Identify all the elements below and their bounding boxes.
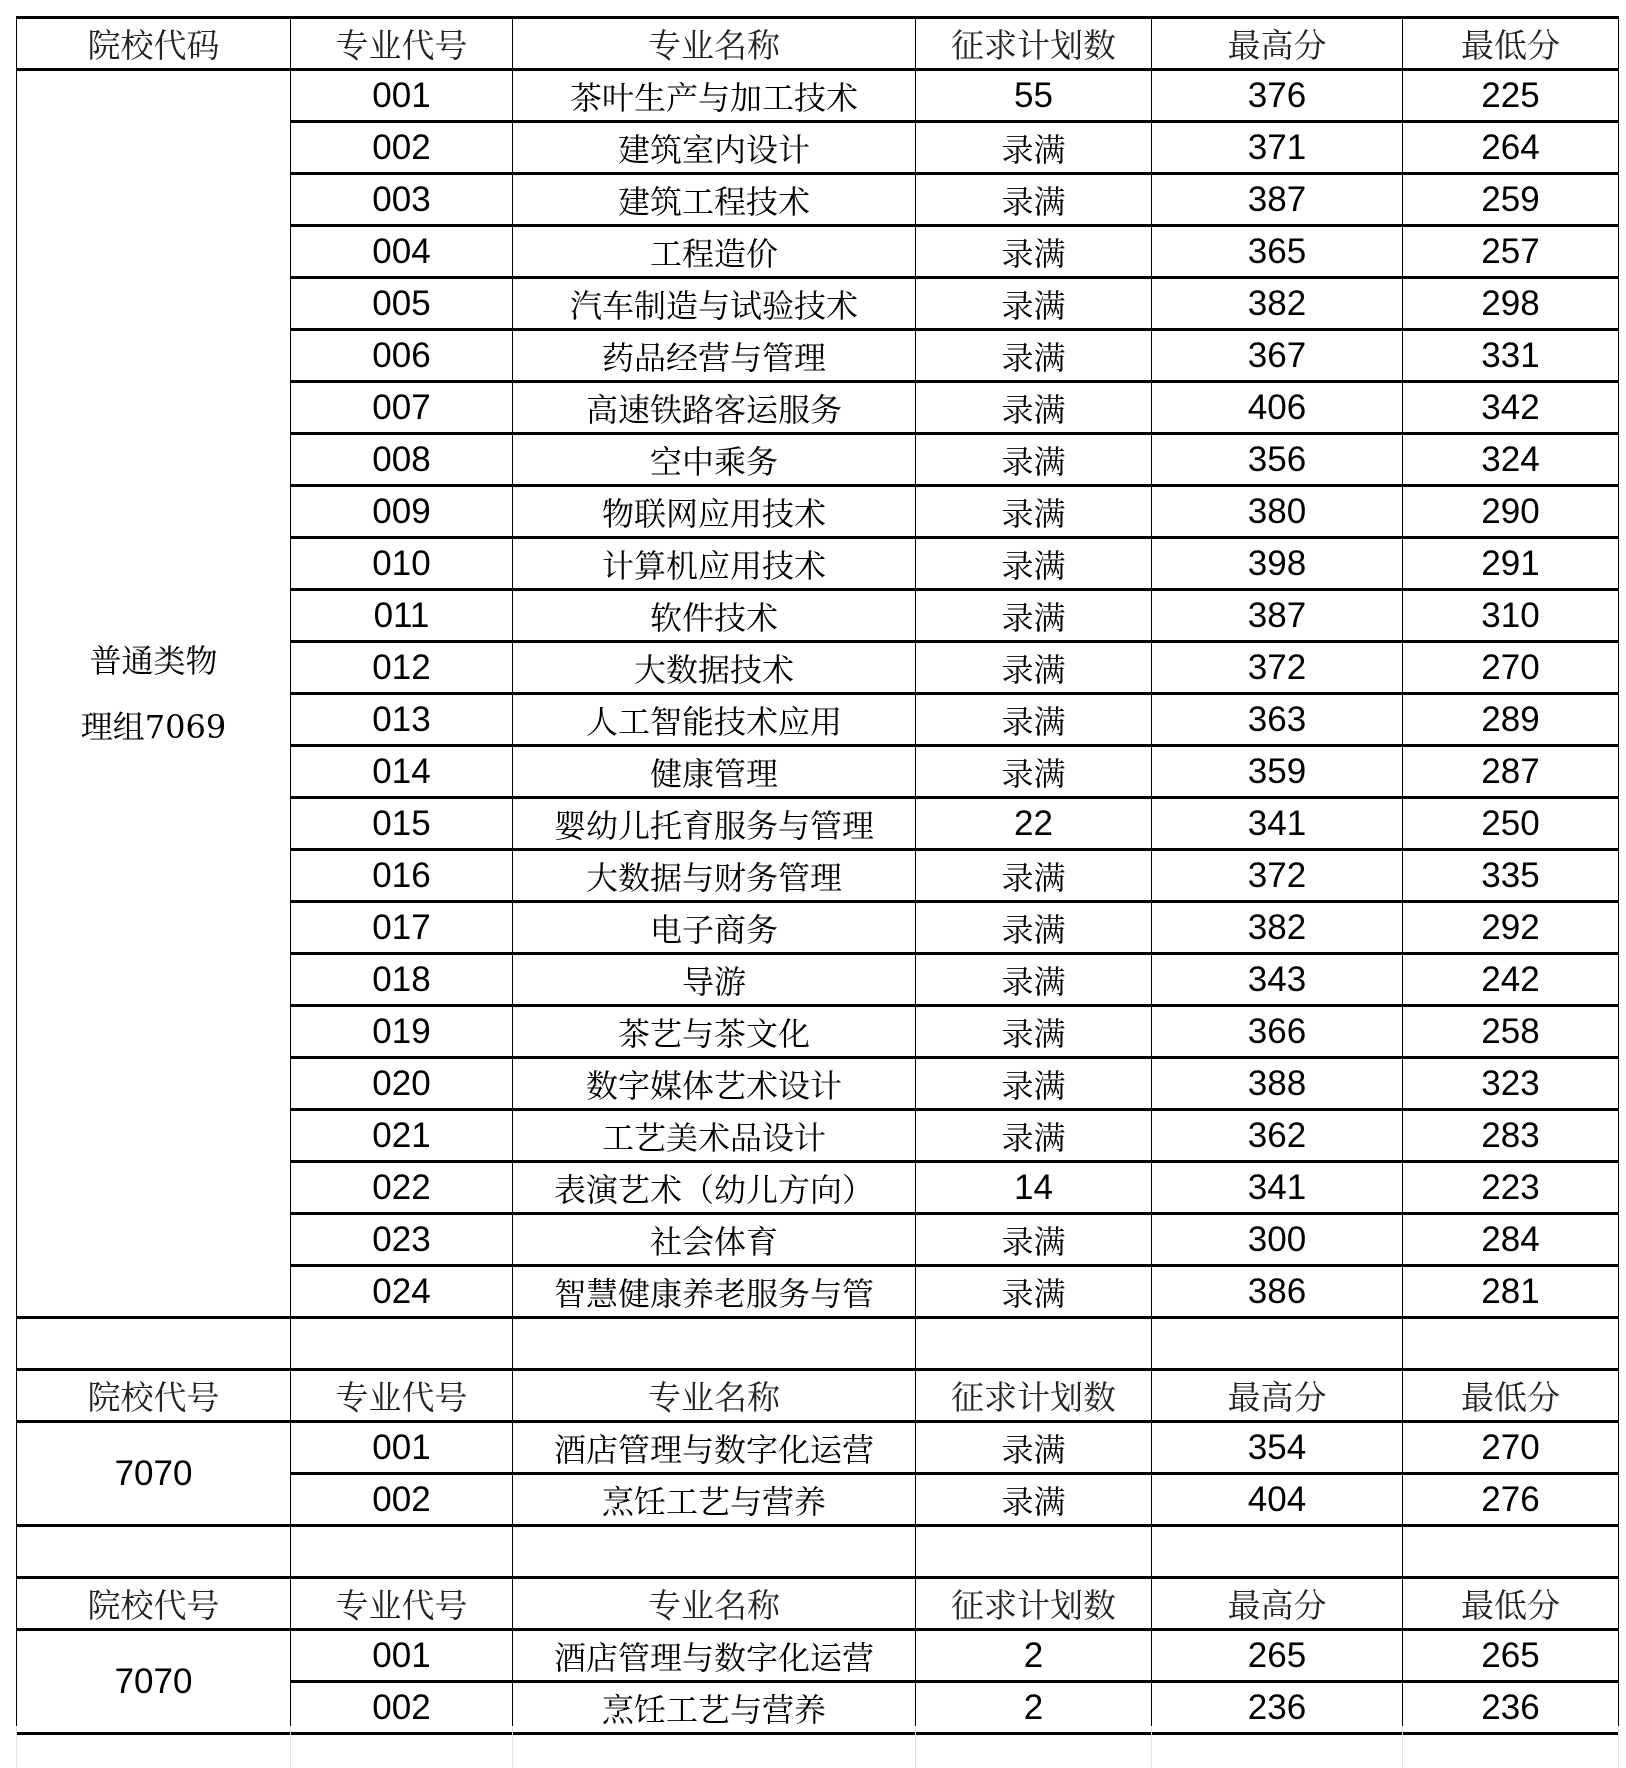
major-name: 婴幼儿托育服务与管理 (513, 798, 916, 850)
major-name: 人工智能技术应用 (513, 694, 916, 746)
major-code: 012 (291, 642, 513, 694)
min-score: 270 (1403, 642, 1619, 694)
plan-count: 录满 (916, 590, 1152, 642)
group-label-line: 普通类物 (89, 641, 218, 680)
plan-count: 2 (916, 1682, 1152, 1734)
column-header: 院校代号 (17, 1370, 291, 1422)
table-row (17, 1422, 1619, 1474)
max-score: 354 (1152, 1422, 1403, 1474)
major-name: 烹饪工艺与营养 (513, 1474, 916, 1526)
header-row (17, 1578, 1619, 1630)
major-code: 003 (291, 174, 513, 226)
max-score: 382 (1152, 278, 1403, 330)
plan-count: 录满 (916, 486, 1152, 538)
major-code: 002 (291, 1474, 513, 1526)
major-name: 健康管理 (513, 746, 916, 798)
major-name: 酒店管理与数字化运营 (513, 1630, 916, 1682)
min-score: 265 (1403, 1630, 1619, 1682)
empty-cell (513, 1526, 916, 1578)
major-name: 药品经营与管理 (513, 330, 916, 382)
plan-count: 录满 (916, 1266, 1152, 1318)
major-name: 建筑工程技术 (513, 174, 916, 226)
min-score: 257 (1403, 226, 1619, 278)
major-code: 021 (291, 1110, 513, 1162)
max-score: 372 (1152, 850, 1403, 902)
major-code: 006 (291, 330, 513, 382)
major-code: 001 (291, 1422, 513, 1474)
plan-count: 录满 (916, 1474, 1152, 1526)
plan-count: 录满 (916, 278, 1152, 330)
min-score: 287 (1403, 746, 1619, 798)
column-header: 专业代号 (291, 1578, 513, 1630)
major-code: 016 (291, 850, 513, 902)
major-name: 大数据与财务管理 (513, 850, 916, 902)
plan-count: 录满 (916, 382, 1152, 434)
gridline (16, 1726, 17, 1768)
min-score: 342 (1403, 382, 1619, 434)
major-code: 010 (291, 538, 513, 590)
plan-count: 录满 (916, 1110, 1152, 1162)
min-score: 323 (1403, 1058, 1619, 1110)
major-name: 软件技术 (513, 590, 916, 642)
major-name: 物联网应用技术 (513, 486, 916, 538)
major-name: 工程造价 (513, 226, 916, 278)
plan-count: 录满 (916, 954, 1152, 1006)
min-score: 331 (1403, 330, 1619, 382)
header-row (17, 1370, 1619, 1422)
major-code: 014 (291, 746, 513, 798)
major-name: 茶艺与茶文化 (513, 1006, 916, 1058)
major-name: 社会体育 (513, 1214, 916, 1266)
gridline (512, 1726, 513, 1768)
min-score: 310 (1403, 590, 1619, 642)
school-code: 7070 (17, 1630, 291, 1734)
major-code: 015 (291, 798, 513, 850)
major-code: 018 (291, 954, 513, 1006)
major-code: 002 (291, 122, 513, 174)
admission-scores-table (16, 16, 1619, 1735)
min-score: 298 (1403, 278, 1619, 330)
plan-count: 2 (916, 1630, 1152, 1682)
max-score: 372 (1152, 642, 1403, 694)
max-score: 386 (1152, 1266, 1403, 1318)
empty-cell (513, 1318, 916, 1370)
min-score: 236 (1403, 1682, 1619, 1734)
major-code: 008 (291, 434, 513, 486)
plan-count: 14 (916, 1162, 1152, 1214)
empty-row (17, 1526, 1619, 1578)
min-score: 292 (1403, 902, 1619, 954)
school-code: 7070 (17, 1422, 291, 1526)
plan-count: 22 (916, 798, 1152, 850)
empty-row (17, 1318, 1619, 1370)
column-header: 专业名称 (513, 18, 916, 70)
column-header: 专业名称 (513, 1370, 916, 1422)
table-row (17, 1630, 1619, 1682)
major-name: 烹饪工艺与营养 (513, 1682, 916, 1734)
max-score: 363 (1152, 694, 1403, 746)
major-name: 导游 (513, 954, 916, 1006)
min-score: 281 (1403, 1266, 1619, 1318)
major-name: 茶叶生产与加工技术 (513, 70, 916, 122)
empty-cell (916, 1318, 1152, 1370)
group-label-line: 理组7069 (80, 707, 227, 746)
max-score: 388 (1152, 1058, 1403, 1110)
min-score: 324 (1403, 434, 1619, 486)
min-score: 225 (1403, 70, 1619, 122)
column-header: 最低分 (1403, 1578, 1619, 1630)
column-header: 院校代码 (17, 18, 291, 70)
max-score: 398 (1152, 538, 1403, 590)
gridline (1618, 1726, 1619, 1768)
min-score: 250 (1403, 798, 1619, 850)
max-score: 376 (1152, 70, 1403, 122)
gridline (1151, 1726, 1152, 1768)
max-score: 406 (1152, 382, 1403, 434)
min-score: 242 (1403, 954, 1619, 1006)
max-score: 366 (1152, 1006, 1403, 1058)
min-score: 264 (1403, 122, 1619, 174)
major-code: 023 (291, 1214, 513, 1266)
empty-cell (291, 1318, 513, 1370)
empty-cell (1403, 1318, 1619, 1370)
major-name: 表演艺术（幼儿方向） (513, 1162, 916, 1214)
table-row (17, 70, 1619, 122)
plan-count: 录满 (916, 330, 1152, 382)
plan-count: 55 (916, 70, 1152, 122)
column-header: 最低分 (1403, 1370, 1619, 1422)
column-header: 专业代号 (291, 18, 513, 70)
major-code: 009 (291, 486, 513, 538)
plan-count: 录满 (916, 122, 1152, 174)
group-label (17, 70, 291, 1318)
major-name: 高速铁路客运服务 (513, 382, 916, 434)
major-code: 002 (291, 1682, 513, 1734)
max-score: 362 (1152, 1110, 1403, 1162)
plan-count: 录满 (916, 642, 1152, 694)
column-header: 最高分 (1152, 1578, 1403, 1630)
min-score: 290 (1403, 486, 1619, 538)
min-score: 335 (1403, 850, 1619, 902)
plan-count: 录满 (916, 1214, 1152, 1266)
max-score: 359 (1152, 746, 1403, 798)
major-code: 013 (291, 694, 513, 746)
column-header: 专业名称 (513, 1578, 916, 1630)
empty-cell (1152, 1526, 1403, 1578)
major-name: 工艺美术品设计 (513, 1110, 916, 1162)
major-code: 001 (291, 1630, 513, 1682)
max-score: 341 (1152, 1162, 1403, 1214)
max-score: 380 (1152, 486, 1403, 538)
min-score: 289 (1403, 694, 1619, 746)
plan-count: 录满 (916, 1006, 1152, 1058)
major-code: 019 (291, 1006, 513, 1058)
max-score: 300 (1152, 1214, 1403, 1266)
major-name: 空中乘务 (513, 434, 916, 486)
empty-cell (1403, 1526, 1619, 1578)
max-score: 365 (1152, 226, 1403, 278)
plan-count: 录满 (916, 902, 1152, 954)
max-score: 356 (1152, 434, 1403, 486)
max-score: 371 (1152, 122, 1403, 174)
major-code: 022 (291, 1162, 513, 1214)
major-code: 007 (291, 382, 513, 434)
column-header: 最低分 (1403, 18, 1619, 70)
column-header: 征求计划数 (916, 1370, 1152, 1422)
max-score: 367 (1152, 330, 1403, 382)
major-code: 004 (291, 226, 513, 278)
max-score: 382 (1152, 902, 1403, 954)
gridline (290, 1726, 291, 1768)
major-name: 数字媒体艺术设计 (513, 1058, 916, 1110)
min-score: 276 (1403, 1474, 1619, 1526)
min-score: 270 (1403, 1422, 1619, 1474)
max-score: 404 (1152, 1474, 1403, 1526)
max-score: 387 (1152, 174, 1403, 226)
plan-count: 录满 (916, 1058, 1152, 1110)
gridline (1402, 1726, 1403, 1768)
major-name: 酒店管理与数字化运营 (513, 1422, 916, 1474)
major-code: 011 (291, 590, 513, 642)
max-score: 265 (1152, 1630, 1403, 1682)
column-header: 征求计划数 (916, 1578, 1152, 1630)
empty-cell (916, 1526, 1152, 1578)
plan-count: 录满 (916, 538, 1152, 590)
column-header: 最高分 (1152, 18, 1403, 70)
major-name: 汽车制造与试验技术 (513, 278, 916, 330)
max-score: 341 (1152, 798, 1403, 850)
max-score: 236 (1152, 1682, 1403, 1734)
plan-count: 录满 (916, 1422, 1152, 1474)
plan-count: 录满 (916, 434, 1152, 486)
major-code: 017 (291, 902, 513, 954)
major-name: 电子商务 (513, 902, 916, 954)
max-score: 343 (1152, 954, 1403, 1006)
major-code: 005 (291, 278, 513, 330)
major-code: 024 (291, 1266, 513, 1318)
plan-count: 录满 (916, 174, 1152, 226)
min-score: 259 (1403, 174, 1619, 226)
major-name: 建筑室内设计 (513, 122, 916, 174)
major-code: 001 (291, 70, 513, 122)
min-score: 291 (1403, 538, 1619, 590)
empty-cell (291, 1526, 513, 1578)
max-score: 387 (1152, 590, 1403, 642)
empty-cell (17, 1526, 291, 1578)
plan-count: 录满 (916, 226, 1152, 278)
plan-count: 录满 (916, 694, 1152, 746)
min-score: 284 (1403, 1214, 1619, 1266)
column-header: 征求计划数 (916, 18, 1152, 70)
min-score: 283 (1403, 1110, 1619, 1162)
column-header: 院校代号 (17, 1578, 291, 1630)
column-header: 专业代号 (291, 1370, 513, 1422)
plan-count: 录满 (916, 850, 1152, 902)
major-name: 智慧健康养老服务与管 (513, 1266, 916, 1318)
plan-count: 录满 (916, 746, 1152, 798)
major-name: 计算机应用技术 (513, 538, 916, 590)
empty-cell (1152, 1318, 1403, 1370)
major-code: 020 (291, 1058, 513, 1110)
major-name: 大数据技术 (513, 642, 916, 694)
gridline (915, 1726, 916, 1768)
column-header: 最高分 (1152, 1370, 1403, 1422)
empty-cell (17, 1318, 291, 1370)
min-score: 258 (1403, 1006, 1619, 1058)
header-row (17, 18, 1619, 70)
min-score: 223 (1403, 1162, 1619, 1214)
